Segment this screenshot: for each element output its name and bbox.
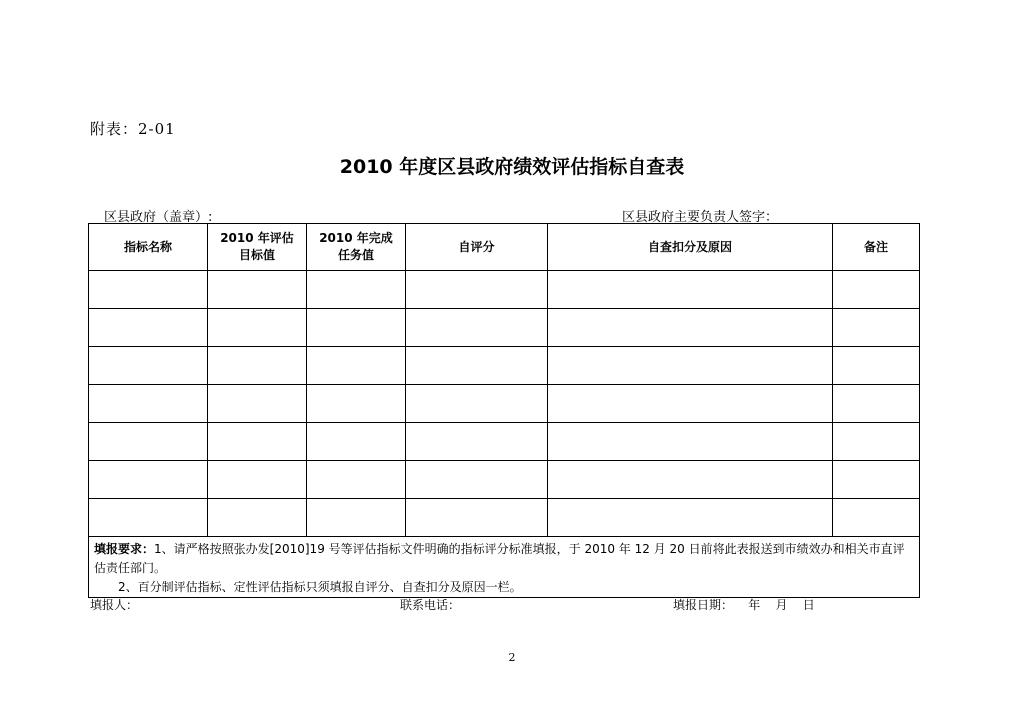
table-cell[interactable]: [307, 309, 406, 347]
header-indicator-name: 指标名称: [89, 224, 208, 271]
table-cell[interactable]: [208, 347, 307, 385]
table-cell[interactable]: [833, 385, 920, 423]
table-cell[interactable]: [548, 347, 833, 385]
table-row: [89, 499, 920, 537]
header-self-score: 自评分: [406, 224, 548, 271]
table-row: [89, 385, 920, 423]
table-cell[interactable]: [89, 499, 208, 537]
table-cell[interactable]: [208, 385, 307, 423]
table-cell[interactable]: [208, 271, 307, 309]
table-cell[interactable]: [307, 271, 406, 309]
attachment-label: 附表：2-01: [90, 120, 176, 138]
table-cell[interactable]: [89, 347, 208, 385]
phone-label: 联系电话：: [400, 598, 461, 612]
table-cell[interactable]: [307, 347, 406, 385]
leader-signature-label: 区县政府主要负责人签字：: [622, 210, 779, 225]
requirements-label: 填报要求：: [94, 542, 155, 556]
table-cell[interactable]: [89, 271, 208, 309]
header-target-value: 2010 年评估 目标值: [208, 224, 307, 271]
table-row: [89, 423, 920, 461]
table-cell[interactable]: [406, 423, 548, 461]
table-cell[interactable]: [406, 461, 548, 499]
table-cell[interactable]: [406, 385, 548, 423]
date-label: 填报日期： 年 月 日: [673, 598, 815, 612]
table-cell[interactable]: [89, 461, 208, 499]
table-cell[interactable]: [833, 461, 920, 499]
table-cell[interactable]: [833, 423, 920, 461]
page-number: 2: [508, 651, 516, 664]
table-cell[interactable]: [208, 499, 307, 537]
table-cell[interactable]: [548, 423, 833, 461]
table-cell[interactable]: [307, 385, 406, 423]
table-cell[interactable]: [548, 385, 833, 423]
table-cell[interactable]: [833, 271, 920, 309]
page-title: 2010 年度区县政府绩效评估指标自查表: [339, 156, 685, 178]
requirement-line-2: [94, 578, 915, 597]
table-row: [89, 309, 920, 347]
table-cell[interactable]: [833, 309, 920, 347]
table-cell[interactable]: [548, 309, 833, 347]
table-cell[interactable]: [208, 461, 307, 499]
table-header-row: [89, 224, 920, 271]
table-cell[interactable]: [208, 309, 307, 347]
district-seal-label: 区县政府（盖章）:: [104, 210, 213, 225]
table-row: [89, 347, 920, 385]
table-cell[interactable]: [548, 461, 833, 499]
table-row: [89, 271, 920, 309]
table-cell[interactable]: [406, 309, 548, 347]
table-cell[interactable]: [548, 271, 833, 309]
table-cell[interactable]: [833, 347, 920, 385]
self-check-table: [88, 223, 920, 598]
table-cell[interactable]: [208, 423, 307, 461]
table-cell[interactable]: [89, 423, 208, 461]
requirement-1-text: 1、请严格按照张办发[2010]19 号等评估指标文件明确的指标评分标准填报，于 2010 年 12 月 20 日前将此表报送到市绩效办和相关市直评估责任部门。: [94, 542, 905, 575]
header-deduction-reason: 自查扣分及原因: [548, 224, 833, 271]
table-cell[interactable]: [406, 271, 548, 309]
table-cell[interactable]: [548, 499, 833, 537]
table-cell[interactable]: [89, 385, 208, 423]
header-completed-value: 2010 年完成 任务值: [307, 224, 406, 271]
requirement-line-1: [94, 540, 915, 578]
filler-label: 填报人：: [90, 598, 139, 612]
notes-row: [89, 537, 920, 598]
table-cell[interactable]: [307, 423, 406, 461]
table-cell[interactable]: [307, 461, 406, 499]
filling-requirements: [89, 537, 920, 598]
header-remarks: 备注: [833, 224, 920, 271]
table-row: [89, 461, 920, 499]
table-cell[interactable]: [406, 347, 548, 385]
requirement-2-text: 2、百分制评估指标、定性评估指标只须填报自评分、自查扣分及原因一栏。: [118, 580, 522, 594]
table-cell[interactable]: [833, 499, 920, 537]
table-cell[interactable]: [307, 499, 406, 537]
table-cell[interactable]: [406, 499, 548, 537]
table-cell[interactable]: [89, 309, 208, 347]
